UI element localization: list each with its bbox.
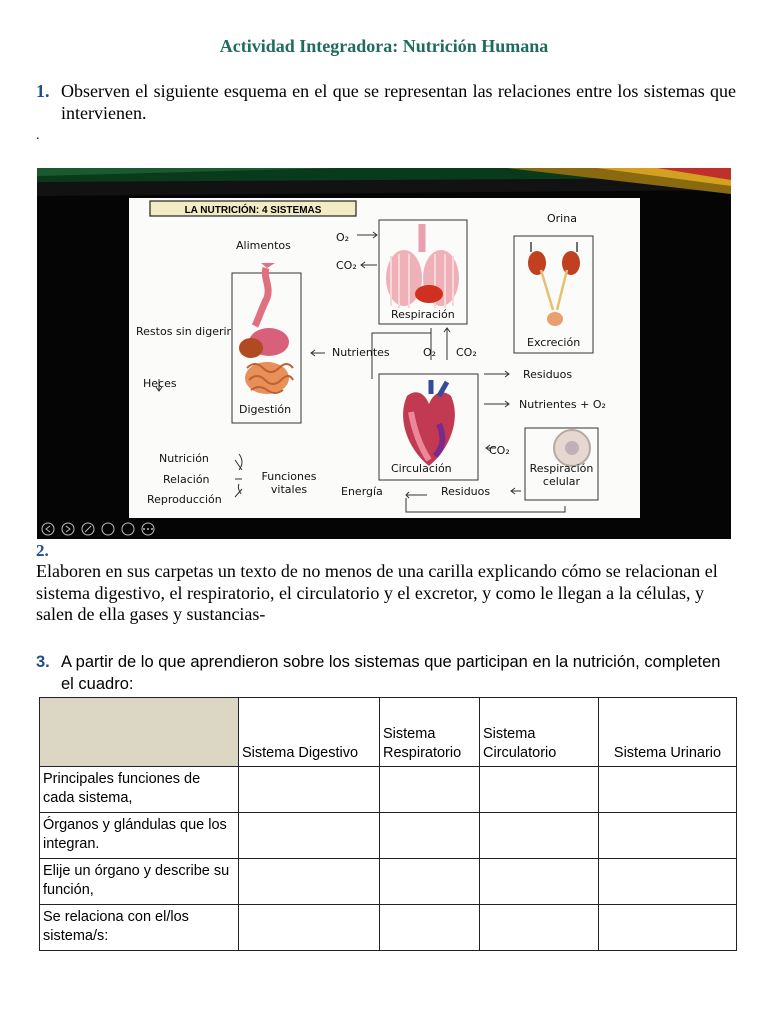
label-resp-celular: Respiración celular [529, 462, 594, 488]
label-heces: Heces [143, 377, 177, 390]
table-row [40, 813, 737, 859]
answer-cell[interactable] [599, 905, 737, 951]
label-co2-cell: CO₂ [489, 444, 510, 457]
answer-cell[interactable] [380, 859, 480, 905]
table-corner-cell [40, 698, 239, 767]
question-3 [36, 651, 736, 695]
nutrition-slide [37, 168, 731, 539]
table-header-row [40, 698, 737, 767]
label-digestion: Digestión [239, 403, 292, 416]
liver-shape [239, 338, 263, 358]
label-co2-mid: CO₂ [456, 346, 477, 359]
answer-cell[interactable] [480, 905, 599, 951]
label-o2-top: O₂ [336, 231, 350, 244]
answer-cell[interactable] [480, 813, 599, 859]
question-1 [36, 80, 736, 124]
label-funciones: Funciones vitales [261, 470, 317, 496]
answer-cell[interactable] [239, 767, 380, 813]
label-relacion: Relación [163, 473, 210, 486]
answer-cell[interactable] [480, 859, 599, 905]
label-o2-mid: O₂ [423, 346, 437, 359]
label-alimentos: Alimentos [236, 239, 291, 252]
answer-cell[interactable] [239, 859, 380, 905]
stray-dot: . [36, 128, 40, 143]
label-nutricion: Nutrición [159, 452, 209, 465]
header-digestivo: Sistema Digestivo [239, 698, 380, 767]
label-co2-top: CO₂ [336, 259, 357, 272]
header-respiratorio: Sistema Respiratorio [380, 698, 480, 767]
page-title: Actividad Integradora: Nutrición Humana [219, 36, 549, 56]
question-3-text: A partir de lo que aprendieron sobre los sistemas que participan en la nutrición, completen el cuadro: [61, 653, 721, 693]
label-residuos-right: Residuos [523, 368, 573, 381]
label-respiracion: Respiración [391, 308, 455, 321]
slide-controls[interactable] [40, 521, 170, 537]
question-1-text: Observen el siguiente esquema en el que se representan las relaciones entre los sistemas que intervienen. [61, 81, 736, 123]
question-2-number: 2. [36, 541, 49, 560]
answer-cell[interactable] [480, 767, 599, 813]
label-residuos-bottom: Residuos [441, 485, 491, 498]
bladder-shape [547, 312, 563, 326]
label-orina: Orina [547, 212, 577, 225]
answer-cell[interactable] [599, 859, 737, 905]
banner-text: LA NUTRICIÓN: 4 SISTEMAS [184, 205, 322, 216]
table-row [40, 905, 737, 951]
systems-table [39, 697, 737, 951]
label-excrecion: Excreción [527, 336, 581, 349]
kidney-right [562, 251, 580, 275]
slides-icon [102, 523, 114, 535]
question-3-number: 3. [36, 653, 50, 671]
row-label-relacion: Se relaciona con el/los sistema/s: [40, 905, 239, 951]
answer-cell[interactable] [380, 905, 480, 951]
header-urinario: Sistema Urinario [599, 698, 737, 767]
prev-icon [42, 523, 54, 535]
label-reproduccion: Reproducción [147, 493, 222, 506]
label-circulacion: Circulación [391, 462, 452, 475]
question-2-text: Elaboren en sus carpetas un texto de no menos de una carilla explicando cómo se relacionan el sistema digestivo, el respiratorio, el circulatorio y el excretor, y como le llegan a la células, y salen de ella gases y sustancias- [36, 561, 718, 624]
diagram-panel [129, 198, 640, 518]
kidney-left [528, 251, 546, 275]
question-1-number: 1. [36, 81, 50, 101]
answer-cell[interactable] [380, 767, 480, 813]
label-energia: Energía [341, 485, 383, 498]
esophagus-shape [255, 268, 268, 326]
row-label-organos: Órganos y glándulas que los integran. [40, 813, 239, 859]
answer-cell[interactable] [239, 905, 380, 951]
row-label-organo-funcion: Elije un órgano y describe su función, [40, 859, 239, 905]
label-nutrientes-o2: Nutrientes + O₂ [519, 398, 606, 411]
answer-cell[interactable] [239, 813, 380, 859]
header-circulatorio: Sistema Circulatorio [480, 698, 599, 767]
nutrition-diagram [129, 198, 640, 518]
next-icon [62, 523, 74, 535]
table-row [40, 767, 737, 813]
table-row [40, 859, 737, 905]
label-restos: Restos sin digerir [136, 325, 232, 338]
label-nutrientes: Nutrientes [332, 346, 390, 359]
answer-cell[interactable] [599, 813, 737, 859]
answer-cell[interactable] [599, 767, 737, 813]
answer-cell[interactable] [380, 813, 480, 859]
row-label-funciones: Principales funciones de cada sistema, [40, 767, 239, 813]
zoom-icon [122, 523, 134, 535]
